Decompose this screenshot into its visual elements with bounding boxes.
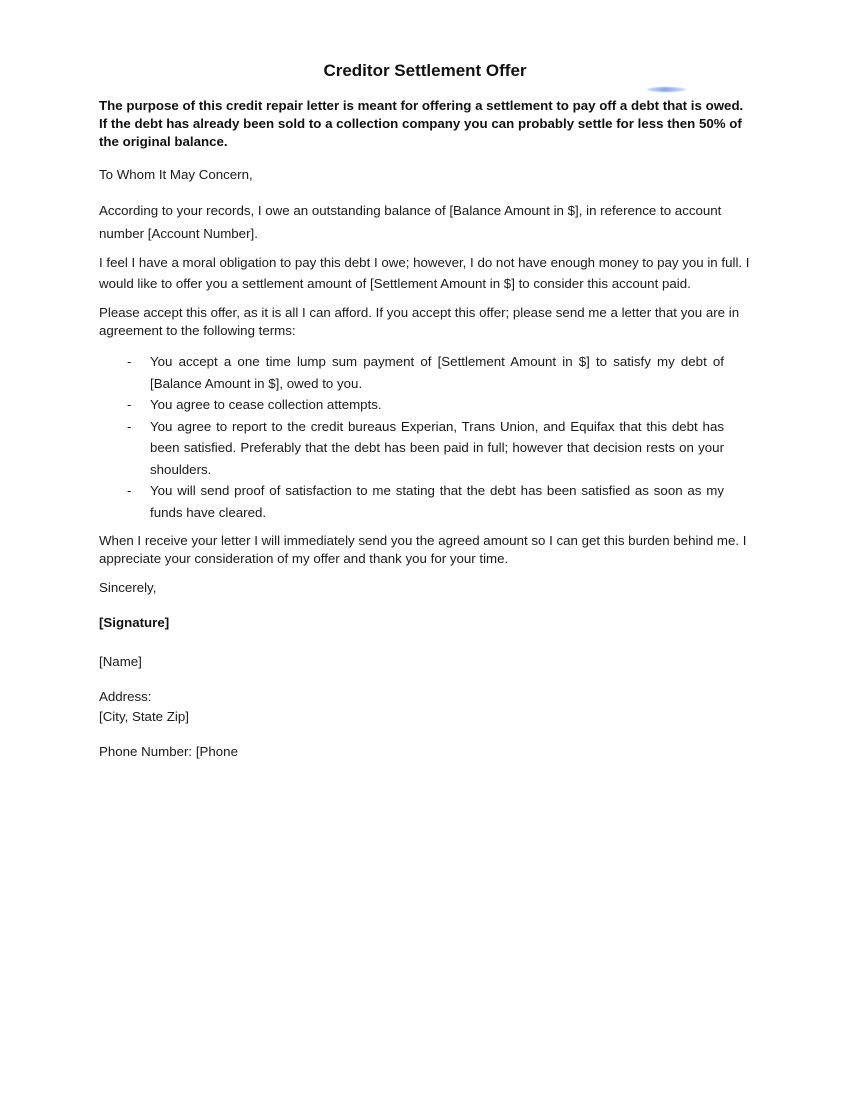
sincerely-line: Sincerely, — [99, 580, 157, 595]
bullet-item-proof-of-satisfaction — [99, 480, 724, 523]
paragraph-closing: When I receive your letter I will immediately send you the agreed amount so I can get this burden behind me. I appreciate your consideration of my offer and thank you for your time. — [99, 533, 747, 566]
phone-number-line: Phone Number: [Phone — [99, 744, 238, 759]
bullet-dash-marker: - — [127, 354, 132, 369]
bullet-item-cease-collection — [99, 394, 724, 416]
bullet-dash-marker: - — [127, 397, 132, 412]
bullet-item-report-bureaus — [99, 416, 724, 481]
bullet-text: You will send proof of satisfaction to me stating that the debt has been satisfied as soon as my funds have cleared. — [150, 483, 724, 520]
bullet-text: You agree to report to the credit bureaus Experian, Trans Union, and Equifax that this debt has been satisfied. Preferably that the debt has been paid in full; however that decision rests on your shoulders. — [150, 418, 724, 477]
bullet-text: You accept a one time lump sum payment of [Settlement Amount in $] to satisfy my debt of [Balance Amount in $], owed to you. — [150, 354, 724, 391]
paragraph-please-accept: Please accept this offer, as it is all I can afford. If you accept this offer; please send me a letter that you are in agreement to the following terms: — [99, 305, 740, 338]
bullet-dash-marker: - — [127, 483, 132, 498]
terms-bullet-list — [99, 351, 724, 523]
signature-placeholder: [Signature] — [99, 615, 170, 630]
name-placeholder: [Name] — [99, 654, 142, 669]
paragraph-outstanding-balance: According to your records, I owe an outstanding balance of [Balance Amount in $], in reference to account number [Account Number]. — [99, 203, 722, 241]
bullet-item-lump-sum — [99, 351, 724, 394]
bullet-text: You agree to cease collection attempts. — [150, 397, 382, 412]
letter-body — [99, 0, 751, 762]
address-label: Address: — [99, 689, 152, 704]
salutation: To Whom It May Concern, — [99, 167, 253, 182]
letter-title: Creditor Settlement Offer — [323, 61, 527, 80]
bullet-dash-marker: - — [127, 418, 132, 434]
intro-paragraph: The purpose of this credit repair letter is meant for offering a settlement to pay off a debt that is owed. If the debt has already been sold to a collection company you can probably settle for less then 50% of the original balance. — [99, 98, 744, 149]
paragraph-moral-obligation: I feel I have a moral obligation to pay this debt I owe; however, I do not have enough money to pay you in full. I would like to offer you a settlement amount of [Settlement Amount in $] to consider this account paid. — [99, 255, 750, 291]
city-state-zip-placeholder: [City, State Zip] — [99, 709, 189, 724]
